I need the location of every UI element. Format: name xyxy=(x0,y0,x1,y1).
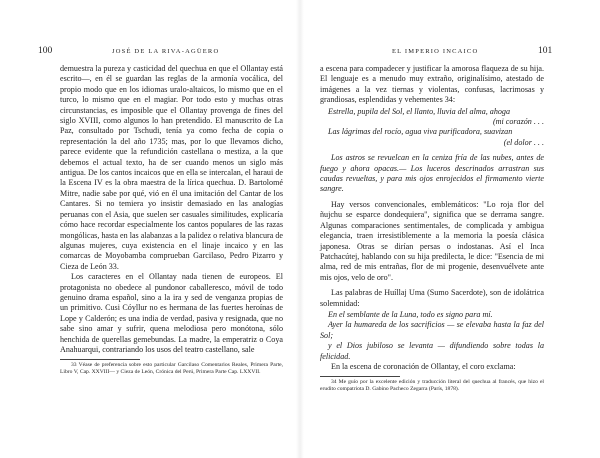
running-head: JOSÉ DE LA RIVA-AGÜERO xyxy=(112,48,220,55)
verse-paragraph: Los astros se revuelcan en la ceniza fría de las nubes, antes de fuego y ahora opacas.— Los luceros descrinados arrastran sus caudas revueltas, y para mis ojos enrojecidos el firmamento vierte sangre. xyxy=(320,153,544,194)
right-text-column xyxy=(320,64,544,393)
page-number: 101 xyxy=(538,46,553,56)
body-paragraph: Las palabras de Huíllaj Uma (Sumo Sacerdote), son de idolátrica solemnidad: xyxy=(320,288,544,308)
verse-line: En el semblante de la Luna, todo es signo para mí. xyxy=(328,309,493,319)
body-paragraph: Hay versos convencionales, emblemáticos: "Lo roja flor del ñujchu se esparce dondequiera", significa que se derrama sangre. Algunas comparaciones sentimentales, de complicada y ambigua elegancia, traen irresistiblemente a la memoria la poesía clásica japonesa. Otras se dirían persas o indostanas. Así el Inca Patchacútej, hablando con su hija predilecta, le dice: "Esencia de mi alma, red de mis entrañas, flor de mi progenie, desenvuélvete ante mis ojos, velo de oro". xyxy=(320,199,544,282)
footnote-rule xyxy=(320,376,400,377)
verse-line: Estrella, pupila del Sol, el llanto, lluvia del alma, ahoga xyxy=(328,106,511,116)
page-number: 100 xyxy=(38,46,53,56)
right-page xyxy=(300,0,600,458)
verse-block xyxy=(320,107,544,149)
footnote: 34 Me guío por la excelente edición y traducción literal del quechua al francés, que hizo el erudito compatriota D. Gabino Pacheco Zegarra (París, 1878). xyxy=(320,379,544,393)
verse-block xyxy=(320,310,544,362)
body-paragraph: Los caracteres en el Ollantay nada tienen de europeos. El protagonista no obedece al pundonor caballeresco, móvil de todo genuino drama español, sino a la ira y sed de venganza propias de un primitivo. Cusi Cóyllur no es hermana de las fuertes heroínas de Lope y Calderón; es una india de verdad, pasiva y resignada, que no sabe sino amar y sufrir, quena melodiosa pero monótona, sólo henchida de querellas gemebundas. La madre, la emperatriz o Coya Anahuarqui, contrariando los usos del teatro castellano, sale xyxy=(60,272,283,354)
body-paragraph: demuestra la pureza y casticidad del quechua en que el Ollantay está escrito—, en él se guardan las reglas de la armonía vocálica, del propio modo que en los idiomas uralo-altaicos, lo mismo que en el turco, lo mismo que en el magiar. Por todo esto y muchas otras circunstancias, es imposible que el Ollantay provenga de fines del siglo XVIII, como algunos lo han pretendido. El manuscrito de La Paz, consultado por Tschudi, tenía ya como fecha de copia o representación la del año 1735; mas, por lo que llevamos dicho, parece evidente que la refundición castellana o mestiza, a la que debemos el actual texto, ha de ser cuando menos un siglo más antigua. De los cantos incaicos que en ella se intercalan, el haraui de la Escena IV es la obra maestra de la lírica quechua. D. Bartolomé Mitre, nadie sabe por qué, vió en él una imitación del Cantar de los Cantares. Si no temiera yo insistir demasiado en las analogías peruanas con el Asia, que suelen ser casuales similitudes, explicaría cómo hace recordar especialmente los cantos populares de las razas mongólicas, hasta en las alabanzas a la palidez o relativa blancura de algunas mujeres, cuya existencia en el linaje incaico y en las comarcas de Moyobamba comprueban Garcilaso, Pedro Pizarro y Cieza de León 33. xyxy=(60,64,283,271)
body-paragraph: a escena para compadecer y justificar la amorosa flaqueza de su hija. El lenguaje es a menudo muy extraño, originalísimo, atestado de imágenes a la vez tiernas y violentas, confusas, lacrimosas y grandiosas, esplendidas y vehementes 34: xyxy=(320,64,544,105)
verse-line: (el dolor . . . xyxy=(503,137,544,147)
footnote: 33 Véase de preferencia sobre esto particular Garcilaso Comentarios Reales, Primera Parte, Libro V, Cap. XXVIII— y Cieza de León, Crónica del Perú, Primera Parte Cap. LXXVII. xyxy=(60,362,283,376)
verse-line: y el Dios jubiloso se levanta — difundiendo sobre todas la felicidad. xyxy=(320,341,544,361)
left-text-column xyxy=(60,64,283,376)
verse-line: Ayer la humareda de los sacrificios — se elevaba hasta la faz del Sol; xyxy=(320,320,544,340)
body-paragraph: En la escena de coronación de Ollantay, el coro exclama: xyxy=(331,361,516,371)
verse-line: (mi corazón . . . xyxy=(492,117,544,127)
verse-line: Las lágrimas del rocío, agua viva purificadora, suavizan xyxy=(328,127,513,137)
footnote-rule xyxy=(60,359,140,360)
running-head: EL IMPERIO INCAICO xyxy=(392,48,479,55)
